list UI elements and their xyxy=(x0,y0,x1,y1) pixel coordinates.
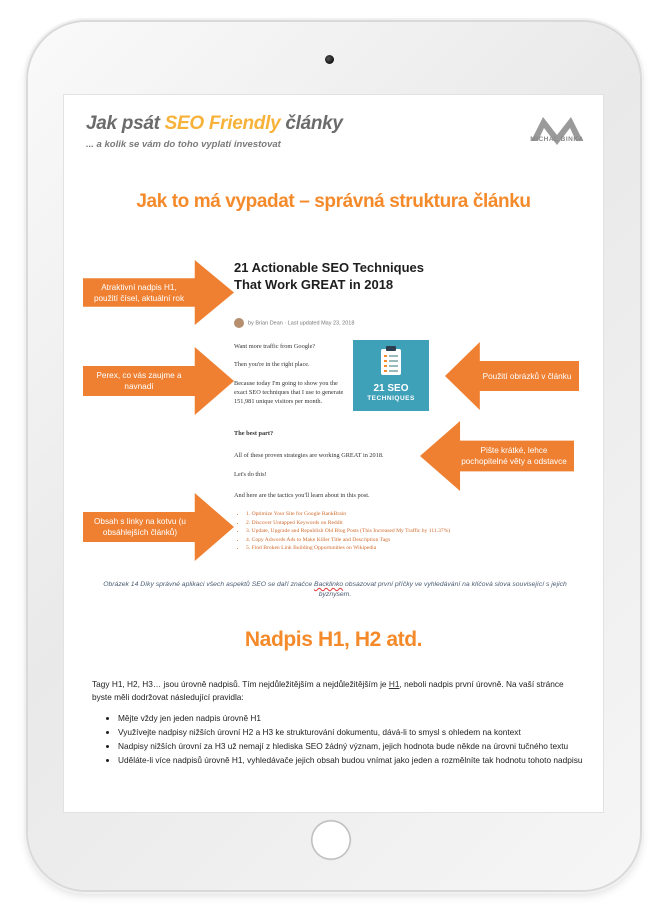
tablet-screen xyxy=(64,95,603,812)
body-paragraph: Tagy H1, H2, H3… jsou úrovně nadpisů. Tím nejdůležitějším a nejdůležitějším je H1, neboli nadpis první úrovně. Na vaší stránce byste měli dodržovat následující pravidla: xyxy=(92,679,564,702)
list-item[interactable]: • 2. Discover Untapped Keywords on Reddit xyxy=(246,519,456,528)
author-avatar xyxy=(234,318,244,328)
example-paragraph: Because today I'm going to show you the exact SEO techniques that I use to generate 151,981 unique visitors per month. xyxy=(234,380,344,405)
title-highlight: SEO Friendly xyxy=(164,113,281,134)
example-paragraph: And here are the tactics you'll learn about in this post. xyxy=(234,492,370,499)
section-heading-structure: Jak to má vypadat – správná struktura článku xyxy=(136,191,531,212)
list-item: • Nadpisy nižších úrovní za H3 už nemají z hlediska SEO žádný význam, jejich hodnota bude někde na úrovni tučného textu xyxy=(118,740,598,753)
example-byline: by Brian Dean · Last updated May 23, 2018 xyxy=(234,318,354,328)
page-subtitle: ... a kolik se vám do toho vyplatí investovat xyxy=(86,139,281,150)
callout-arrow-images: Použití obrázků v článku xyxy=(445,342,579,410)
h1-link[interactable]: H1 xyxy=(388,679,400,689)
list-item: • Využívejte nadpisy nižších úrovní H2 a H3 ke strukturování dokumentu, dává-li to smysl s ohledem na kontext xyxy=(118,726,598,739)
image-title: 21 SEO xyxy=(373,383,409,394)
callout-arrow-h1: Atraktivní nadpis H1, použití čísel, aktuální rok xyxy=(83,260,234,325)
camera-icon xyxy=(325,55,334,64)
clipboard-icon xyxy=(380,346,402,376)
callout-arrow-sentences: Pište krátké, lehce pochopitelné věty a odstavce xyxy=(420,421,574,491)
example-paragraph: All of these proven strategies are working GREAT in 2018. xyxy=(234,452,384,459)
callout-arrow-toc: Obsah s linky na kotvu (u obsáhlejších článků) xyxy=(83,493,234,561)
example-article-title: 21 Actionable SEO Techniques That Work GREAT in 2018 xyxy=(234,260,424,292)
list-item: • Mějte vždy jen jeden nadpis úrovně H1 xyxy=(118,712,598,725)
example-paragraph: The best part? xyxy=(234,430,274,437)
list-item[interactable]: • 4. Copy Adwords Ads to Make Killer Title and Description Tags xyxy=(246,536,456,545)
rules-list xyxy=(92,712,598,768)
callout-arrow-perex: Perex, co vás zaujme a navnadí xyxy=(83,347,234,415)
seo-techniques-image xyxy=(353,340,429,411)
example-paragraph: Let's do this! xyxy=(234,471,267,478)
example-toc-list xyxy=(234,510,456,553)
list-item[interactable]: • 5. Find Broken Link Building Opportunities on Wikipedia xyxy=(246,544,456,553)
backlinko-link[interactable]: Backlinko xyxy=(314,581,344,588)
example-paragraph: Then you're in the right place. xyxy=(234,361,310,368)
example-paragraph: Want more traffic from Google? xyxy=(234,343,316,350)
list-item[interactable]: • 3. Update, Upgrade and Republish Old Blog Posts (This Increased My Traffic by 111.37%) xyxy=(246,527,456,536)
figure-caption: Obrázek 14 Díky správné aplikaci všech aspektů SEO se daří značce Backlinko obsazovat první příčky ve vyhledávání na klíčová slova související s jejich byznysem. xyxy=(103,581,567,598)
list-item[interactable]: • 1. Optimize Your Site for Google RankBrain xyxy=(246,510,456,519)
image-subtitle: TECHNIQUES xyxy=(367,395,415,402)
brand-logo-text: MICHAL BINKA xyxy=(530,136,584,143)
section-heading-h1-h2: Nadpis H1, H2 atd. xyxy=(244,628,423,651)
page-title: Jak psát SEO Friendly články xyxy=(86,113,343,134)
list-item: • Uděláte-li více nadpisů úrovně H1, vyhledávače jejich obsah budou vnímat jako jeden a rozmělníte tak hodnotu tohoto nadpisu xyxy=(118,754,598,767)
home-button[interactable] xyxy=(311,820,351,860)
